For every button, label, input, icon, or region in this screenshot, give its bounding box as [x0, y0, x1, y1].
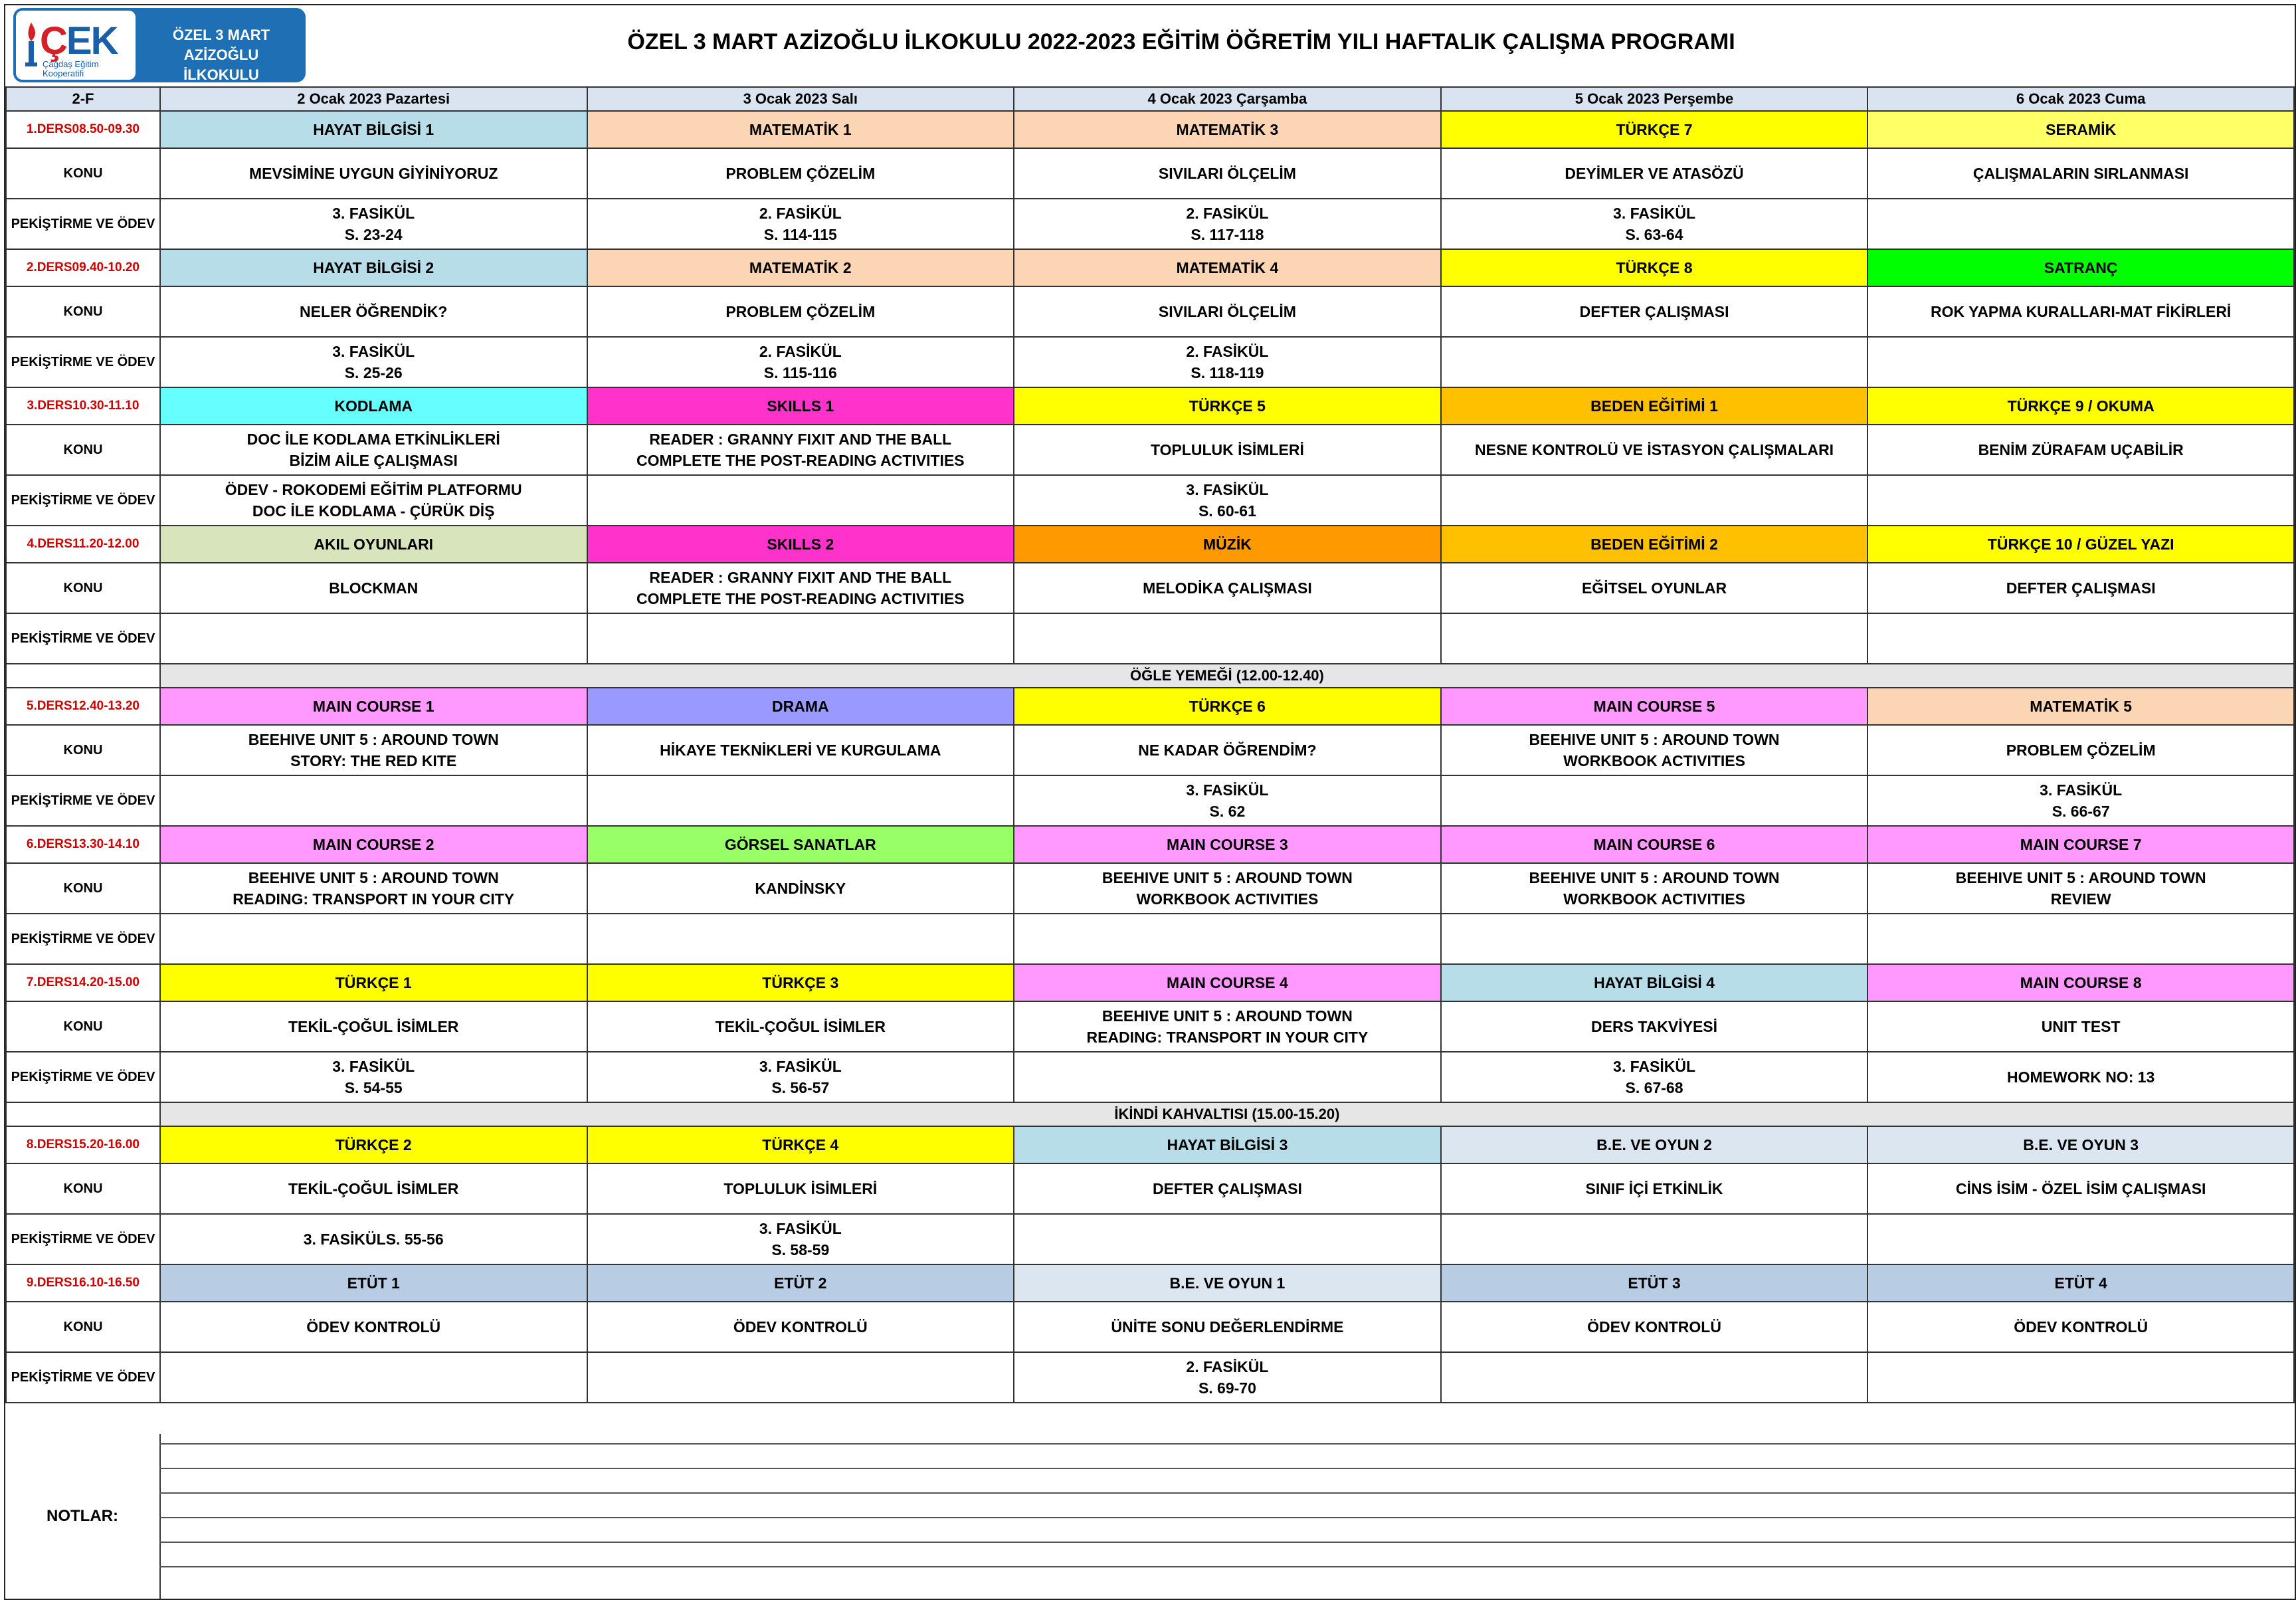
topic-row-label: KONU — [6, 286, 160, 337]
homework-row-label: PEKİŞTİRME VE ÖDEV — [6, 337, 160, 387]
homework-cell — [1014, 1052, 1441, 1102]
topic-cell: TEKİL-ÇOĞUL İSİMLER — [160, 1163, 587, 1214]
subject-cell: TÜRKÇE 6 — [1014, 688, 1441, 725]
topic-cell: UNIT TEST — [1867, 1001, 2294, 1052]
homework-row-label: PEKİŞTİRME VE ÖDEV — [6, 613, 160, 664]
logo-brand-a: Ç — [40, 19, 66, 62]
topic-cell: BEEHIVE UNIT 5 : AROUND TOWN STORY: THE RED KITE — [160, 725, 587, 775]
homework-cell — [1441, 1352, 1868, 1403]
homework-cell — [1867, 475, 2294, 526]
topic-cell: PROBLEM ÇÖZELİM — [1867, 725, 2294, 775]
lesson-time-label: 8.DERS15.20-16.00 — [6, 1126, 160, 1163]
topic-cell: DEYİMLER VE ATASÖZÜ — [1441, 148, 1868, 199]
topic-row — [6, 1302, 2294, 1352]
subject-cell: SATRANÇ — [1867, 249, 2294, 286]
homework-cell: 3. FASİKÜL S. 54-55 — [160, 1052, 587, 1102]
topic-cell: SIVILARI ÖLÇELİM — [1014, 286, 1441, 337]
subject-cell: TÜRKÇE 4 — [587, 1126, 1014, 1163]
homework-cell — [1867, 613, 2294, 664]
subject-cell: SKILLS 1 — [587, 387, 1014, 425]
homework-cell — [1867, 337, 2294, 387]
topic-cell: DEFTER ÇALIŞMASI — [1441, 286, 1868, 337]
homework-row-label: PEKİŞTİRME VE ÖDEV — [6, 775, 160, 826]
weekly-schedule-table — [5, 86, 2295, 1403]
homework-cell: 3. FASİKÜL S. 60-61 — [1014, 475, 1441, 526]
break-label: İKİNDİ KAHVALTISI (15.00-15.20) — [160, 1102, 2294, 1126]
school-logo — [13, 8, 306, 82]
topic-cell: ÜNİTE SONU DEĞERLENDİRME — [1014, 1302, 1441, 1352]
topic-cell: NE KADAR ÖĞRENDİM? — [1014, 725, 1441, 775]
lesson-row — [6, 387, 2294, 425]
subject-cell: TÜRKÇE 5 — [1014, 387, 1441, 425]
topic-cell: KANDİNSKY — [587, 863, 1014, 914]
homework-row — [6, 914, 2294, 964]
schedule-sheet — [4, 4, 2296, 1600]
homework-cell: 3. FASİKÜL S. 67-68 — [1441, 1052, 1868, 1102]
topic-cell: PROBLEM ÇÖZELİM — [587, 286, 1014, 337]
topic-cell: TEKİL-ÇOĞUL İSİMLER — [160, 1001, 587, 1052]
homework-row-label: PEKİŞTİRME VE ÖDEV — [6, 475, 160, 526]
homework-cell — [1441, 775, 1868, 826]
homework-row — [6, 1352, 2294, 1403]
homework-cell — [587, 1352, 1014, 1403]
topic-cell: TOPLULUK İSİMLERİ — [587, 1163, 1014, 1214]
topic-cell: BEEHIVE UNIT 5 : AROUND TOWN WORKBOOK ACTIVITIES — [1014, 863, 1441, 914]
subject-cell: ETÜT 4 — [1867, 1264, 2294, 1302]
homework-cell — [160, 613, 587, 664]
subject-cell: B.E. VE OYUN 2 — [1441, 1126, 1868, 1163]
header — [5, 5, 2295, 85]
homework-row-label: PEKİŞTİRME VE ÖDEV — [6, 1052, 160, 1102]
topic-row — [6, 863, 2294, 914]
topic-cell: TEKİL-ÇOĞUL İSİMLER — [587, 1001, 1014, 1052]
subject-cell: MATEMATİK 2 — [587, 249, 1014, 286]
topic-cell: ÇALIŞMALARIN SIRLANMASI — [1867, 148, 2294, 199]
subject-cell: MÜZİK — [1014, 526, 1441, 563]
subject-cell: MATEMATİK 5 — [1867, 688, 2294, 725]
page-title: ÖZEL 3 MART AZİZOĞLU İLKOKULU 2022-2023 EĞİTİM ÖĞRETİM YILI HAFTALIK ÇALIŞMA PROGRAMI — [627, 29, 1735, 54]
subject-cell: TÜRKÇE 7 — [1441, 111, 1868, 148]
topic-row — [6, 1001, 2294, 1052]
topic-row-label: KONU — [6, 1163, 160, 1214]
notes-section — [5, 1434, 2295, 1599]
homework-cell: 3. FASİKÜL S. 58-59 — [587, 1214, 1014, 1264]
topic-cell: DEFTER ÇALIŞMASI — [1014, 1163, 1441, 1214]
topic-cell: ROK YAPMA KURALLARI-MAT FİKİRLERİ — [1867, 286, 2294, 337]
homework-cell — [160, 914, 587, 964]
logo-school-name — [145, 25, 298, 82]
topic-row — [6, 286, 2294, 337]
homework-cell: 3. FASİKÜL S. 62 — [1014, 775, 1441, 826]
topic-cell: NESNE KONTROLÜ VE İSTASYON ÇALIŞMALARI — [1441, 425, 1868, 475]
topic-cell: PROBLEM ÇÖZELİM — [587, 148, 1014, 199]
homework-cell — [1867, 1352, 2294, 1403]
homework-cell: 3. FASİKÜL S. 23-24 — [160, 199, 587, 249]
topic-cell: BEEHIVE UNIT 5 : AROUND TOWN READING: TRANSPORT IN YOUR CITY — [1014, 1001, 1441, 1052]
break-row — [6, 664, 2294, 688]
break-spacer — [6, 1102, 160, 1126]
subject-cell: MAIN COURSE 7 — [1867, 826, 2294, 863]
homework-cell — [1014, 1214, 1441, 1264]
topic-row-label: KONU — [6, 725, 160, 775]
subject-cell: BEDEN EĞİTİMİ 1 — [1441, 387, 1868, 425]
homework-cell — [1867, 199, 2294, 249]
lesson-time-label: 2.DERS09.40-10.20 — [6, 249, 160, 286]
topic-cell: BEEHIVE UNIT 5 : AROUND TOWN REVIEW — [1867, 863, 2294, 914]
break-spacer — [6, 664, 160, 688]
homework-cell: HOMEWORK NO: 13 — [1867, 1052, 2294, 1102]
topic-cell: ÖDEV KONTROLÜ — [1867, 1302, 2294, 1352]
lesson-row — [6, 1264, 2294, 1302]
break-row — [6, 1102, 2294, 1126]
subject-cell: HAYAT BİLGİSİ 2 — [160, 249, 587, 286]
topic-cell: HİKAYE TEKNİKLERİ VE KURGULAMA — [587, 725, 1014, 775]
homework-cell — [1441, 613, 1868, 664]
topic-cell: TOPLULUK İSİMLERİ — [1014, 425, 1441, 475]
logo-school-line1: ÖZEL 3 MART — [172, 27, 270, 43]
topic-row-label: KONU — [6, 563, 160, 613]
lesson-row — [6, 111, 2294, 148]
subject-cell: KODLAMA — [160, 387, 587, 425]
topic-row — [6, 563, 2294, 613]
lesson-row — [6, 964, 2294, 1001]
homework-cell — [587, 914, 1014, 964]
homework-row-label: PEKİŞTİRME VE ÖDEV — [6, 914, 160, 964]
topic-cell: READER : GRANNY FIXIT AND THE BALL COMPLETE THE POST-READING ACTIVITIES — [587, 563, 1014, 613]
homework-cell — [1441, 1214, 1868, 1264]
homework-cell — [160, 775, 587, 826]
lesson-row — [6, 1126, 2294, 1163]
topic-row-label: KONU — [6, 1001, 160, 1052]
subject-cell: GÖRSEL SANATLAR — [587, 826, 1014, 863]
subject-cell: DRAMA — [587, 688, 1014, 725]
topic-row-label: KONU — [6, 148, 160, 199]
topic-cell: SINIF İÇİ ETKİNLİK — [1441, 1163, 1868, 1214]
subject-cell: TÜRKÇE 8 — [1441, 249, 1868, 286]
note-line[interactable] — [159, 1492, 2295, 1518]
subject-cell: MAIN COURSE 2 — [160, 826, 587, 863]
homework-cell — [587, 475, 1014, 526]
subject-cell: TÜRKÇE 10 / GÜZEL YAZI — [1867, 526, 2294, 563]
subject-cell: AKIL OYUNLARI — [160, 526, 587, 563]
topic-cell: ÖDEV KONTROLÜ — [1441, 1302, 1868, 1352]
homework-cell — [1867, 1214, 2294, 1264]
notes-label: NOTLAR: — [5, 1434, 161, 1599]
subject-cell: BEDEN EĞİTİMİ 2 — [1441, 526, 1868, 563]
subject-cell: TÜRKÇE 3 — [587, 964, 1014, 1001]
topic-row — [6, 725, 2294, 775]
homework-cell: 3. FASİKÜL S. 25-26 — [160, 337, 587, 387]
lesson-time-label: 7.DERS14.20-15.00 — [6, 964, 160, 1001]
subject-cell: MAIN COURSE 5 — [1441, 688, 1868, 725]
cek-logo-panel — [16, 11, 136, 80]
lesson-row — [6, 826, 2294, 863]
note-line[interactable] — [159, 1468, 2295, 1494]
topic-row-label: KONU — [6, 863, 160, 914]
homework-cell — [1441, 914, 1868, 964]
homework-cell — [1867, 914, 2294, 964]
lesson-row — [6, 249, 2294, 286]
lesson-time-label: 9.DERS16.10-16.50 — [6, 1264, 160, 1302]
homework-cell: ÖDEV - ROKODEMİ EĞİTİM PLATFORMU DOC İLE KODLAMA - ÇÜRÜK DİŞ — [160, 475, 587, 526]
topic-cell: EĞİTSEL OYUNLAR — [1441, 563, 1868, 613]
subject-cell: B.E. VE OYUN 1 — [1014, 1264, 1441, 1302]
homework-cell — [1014, 914, 1441, 964]
topic-cell: BEEHIVE UNIT 5 : AROUND TOWN WORKBOOK ACTIVITIES — [1441, 725, 1868, 775]
homework-cell — [1014, 613, 1441, 664]
topic-cell: DOC İLE KODLAMA ETKİNLİKLERİ BİZİM AİLE ÇALIŞMASI — [160, 425, 587, 475]
topic-cell: DERS TAKVİYESİ — [1441, 1001, 1868, 1052]
topic-row — [6, 148, 2294, 199]
logo-brand — [40, 19, 117, 63]
homework-cell: 2. FASİKÜL S. 118-119 — [1014, 337, 1441, 387]
lesson-time-label: 3.DERS10.30-11.10 — [6, 387, 160, 425]
topic-cell: NELER ÖĞRENDİK? — [160, 286, 587, 337]
topic-row — [6, 425, 2294, 475]
homework-cell: 3. FASİKÜL S. 66-67 — [1867, 775, 2294, 826]
lesson-time-label: 5.DERS12.40-13.20 — [6, 688, 160, 725]
homework-row — [6, 775, 2294, 826]
homework-cell: 3. FASİKÜLS. 55-56 — [160, 1214, 587, 1264]
topic-row — [6, 1163, 2294, 1214]
subject-cell: MAIN COURSE 3 — [1014, 826, 1441, 863]
topic-cell: MEVSİMİNE UYGUN GİYİNİYORUZ — [160, 148, 587, 199]
homework-row — [6, 1214, 2294, 1264]
topic-cell: ÖDEV KONTROLÜ — [160, 1302, 587, 1352]
lesson-row — [6, 688, 2294, 725]
topic-row-label: KONU — [6, 425, 160, 475]
subject-cell: HAYAT BİLGİSİ 4 — [1441, 964, 1868, 1001]
day-header: 3 Ocak 2023 Salı — [587, 87, 1014, 111]
topic-cell: ÖDEV KONTROLÜ — [587, 1302, 1014, 1352]
topic-cell: CİNS İSİM - ÖZEL İSİM ÇALIŞMASI — [1867, 1163, 2294, 1214]
day-header-row — [6, 87, 2294, 111]
break-label: ÖĞLE YEMEĞİ (12.00-12.40) — [160, 664, 2294, 688]
day-header: 6 Ocak 2023 Cuma — [1867, 87, 2294, 111]
logo-brand-b: EK — [66, 19, 118, 62]
subject-cell: HAYAT BİLGİSİ 1 — [160, 111, 587, 148]
lesson-time-label: 4.DERS11.20-12.00 — [6, 526, 160, 563]
subject-cell: MATEMATİK 4 — [1014, 249, 1441, 286]
note-line[interactable] — [159, 1566, 2295, 1592]
homework-cell — [1441, 337, 1868, 387]
homework-row — [6, 337, 2294, 387]
topic-cell: BEEHIVE UNIT 5 : AROUND TOWN WORKBOOK ACTIVITIES — [1441, 863, 1868, 914]
subject-cell: MAIN COURSE 6 — [1441, 826, 1868, 863]
note-line[interactable] — [159, 1443, 2295, 1469]
note-line[interactable] — [159, 1542, 2295, 1567]
subject-cell: TÜRKÇE 9 / OKUMA — [1867, 387, 2294, 425]
topic-row-label: KONU — [6, 1302, 160, 1352]
subject-cell: MATEMATİK 1 — [587, 111, 1014, 148]
subject-cell: B.E. VE OYUN 3 — [1867, 1126, 2294, 1163]
homework-row-label: PEKİŞTİRME VE ÖDEV — [6, 1352, 160, 1403]
homework-cell — [587, 613, 1014, 664]
topic-cell: MELODİKA ÇALIŞMASI — [1014, 563, 1441, 613]
homework-cell: 3. FASİKÜL S. 56-57 — [587, 1052, 1014, 1102]
homework-row — [6, 199, 2294, 249]
note-line[interactable] — [159, 1517, 2295, 1543]
subject-cell: SERAMİK — [1867, 111, 2294, 148]
subject-cell: TÜRKÇE 2 — [160, 1126, 587, 1163]
topic-cell: DEFTER ÇALIŞMASI — [1867, 563, 2294, 613]
homework-cell: 3. FASİKÜL S. 63-64 — [1441, 199, 1868, 249]
topic-cell: BEEHIVE UNIT 5 : AROUND TOWN READING: TRANSPORT IN YOUR CITY — [160, 863, 587, 914]
subject-cell: TÜRKÇE 1 — [160, 964, 587, 1001]
homework-row — [6, 613, 2294, 664]
subject-cell: ETÜT 3 — [1441, 1264, 1868, 1302]
class-label: 2-F — [6, 87, 160, 111]
lesson-time-label: 6.DERS13.30-14.10 — [6, 826, 160, 863]
homework-cell — [160, 1352, 587, 1403]
subject-cell: MAIN COURSE 4 — [1014, 964, 1441, 1001]
homework-cell — [1441, 475, 1868, 526]
lesson-row — [6, 526, 2294, 563]
subject-cell: ETÜT 1 — [160, 1264, 587, 1302]
topic-cell: BLOCKMAN — [160, 563, 587, 613]
homework-cell — [587, 775, 1014, 826]
topic-cell: BENİM ZÜRAFAM UÇABİLİR — [1867, 425, 2294, 475]
subject-cell: MAIN COURSE 8 — [1867, 964, 2294, 1001]
topic-cell: SIVILARI ÖLÇELİM — [1014, 148, 1441, 199]
day-header: 4 Ocak 2023 Çarşamba — [1014, 87, 1441, 111]
subject-cell: MATEMATİK 3 — [1014, 111, 1441, 148]
torch-icon — [23, 21, 40, 68]
subject-cell: SKILLS 2 — [587, 526, 1014, 563]
homework-cell: 2. FASİKÜL S. 69-70 — [1014, 1352, 1441, 1403]
logo-school-line2: AZİZOĞLU İLKOKULU — [183, 47, 259, 82]
homework-row-label: PEKİŞTİRME VE ÖDEV — [6, 1214, 160, 1264]
day-header: 2 Ocak 2023 Pazartesi — [160, 87, 587, 111]
subject-cell: MAIN COURSE 1 — [160, 688, 587, 725]
day-header: 5 Ocak 2023 Perşembe — [1441, 87, 1868, 111]
subject-cell: HAYAT BİLGİSİ 3 — [1014, 1126, 1441, 1163]
logo-subtitle: Çağdaş Eğitim Kooperatifi — [43, 59, 99, 78]
homework-row — [6, 475, 2294, 526]
topic-cell: READER : GRANNY FIXIT AND THE BALL COMPLETE THE POST-READING ACTIVITIES — [587, 425, 1014, 475]
homework-row-label: PEKİŞTİRME VE ÖDEV — [6, 199, 160, 249]
homework-row — [6, 1052, 2294, 1102]
lesson-time-label: 1.DERS08.50-09.30 — [6, 111, 160, 148]
subject-cell: ETÜT 2 — [587, 1264, 1014, 1302]
homework-cell: 2. FASİKÜL S. 117-118 — [1014, 199, 1441, 249]
homework-cell: 2. FASİKÜL S. 115-116 — [587, 337, 1014, 387]
homework-cell: 2. FASİKÜL S. 114-115 — [587, 199, 1014, 249]
